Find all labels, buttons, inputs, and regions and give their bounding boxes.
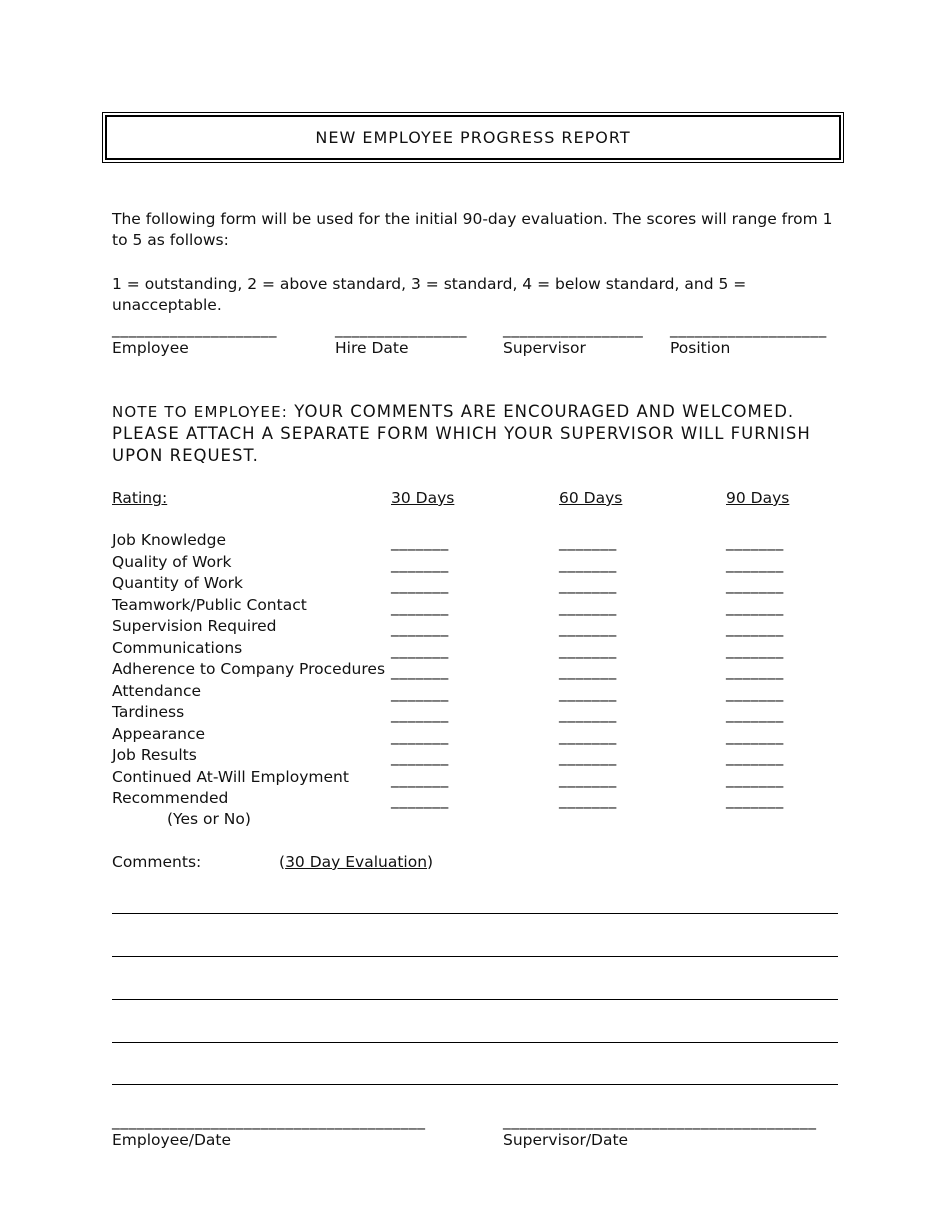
rating-item-label: Communications xyxy=(112,638,243,657)
paren-open: ( xyxy=(279,853,286,871)
supervisor-date-label: Supervisor/Date xyxy=(503,1131,629,1149)
rating-row xyxy=(112,574,832,595)
rating-row xyxy=(112,553,832,574)
supervisor-label: Supervisor xyxy=(503,339,586,357)
score-blank-90-days[interactable]: _______ xyxy=(726,748,784,766)
rating-item-label: Job Results xyxy=(112,746,197,764)
rating-item-label: Job Knowledge xyxy=(112,531,227,549)
col-30-days: 30 Days xyxy=(391,489,455,507)
rating-row xyxy=(112,789,832,810)
rating-item-label: Adherence to Company Procedures xyxy=(112,660,386,678)
rating-item-label: Tardiness xyxy=(112,703,185,721)
employee-date-label: Employee/Date xyxy=(112,1131,232,1149)
score-blank-60-days[interactable]: _______ xyxy=(559,662,617,680)
score-blank-30-days[interactable]: _______ xyxy=(391,769,449,788)
score-blank-60-days[interactable]: _______ xyxy=(559,683,617,702)
col-60-days: 60 Days xyxy=(559,489,623,507)
comments-evaluation xyxy=(279,853,433,871)
score-blank-30-days[interactable]: _______ xyxy=(391,619,449,637)
comment-line[interactable] xyxy=(112,956,838,957)
score-blank-60-days[interactable]: _______ xyxy=(559,726,617,745)
score-blank-90-days[interactable]: _______ xyxy=(726,640,784,659)
position-label: Position xyxy=(670,339,731,357)
evaluation-title: 30 Day Evaluation xyxy=(285,853,428,871)
note-text: YOUR COMMENTS ARE ENCOURAGED AND WELCOMED. PLEASE ATTACH A SEPARATE FORM WHICH YOUR SUPERVISOR WILL FURNISH UPON REQUEST. xyxy=(112,402,811,465)
score-blank-90-days[interactable]: _______ xyxy=(726,726,784,745)
rating-row xyxy=(112,768,832,789)
comments-label: Comments: xyxy=(112,853,202,871)
score-blank-60-days[interactable]: _______ xyxy=(559,576,617,594)
rating-item-label: Recommended xyxy=(112,789,229,807)
score-blank-60-days[interactable]: _______ xyxy=(559,769,617,788)
score-blank-60-days[interactable]: _______ xyxy=(559,748,617,766)
col-90-days: 90 Days xyxy=(726,489,790,507)
score-blank-60-days[interactable]: _______ xyxy=(559,619,617,637)
employee-signature-line[interactable]: ______________________________________ xyxy=(112,1112,426,1130)
hire-date-label: Hire Date xyxy=(335,339,409,357)
score-blank-30-days[interactable]: _______ xyxy=(391,640,449,659)
score-blank-60-days[interactable]: _______ xyxy=(559,705,617,723)
rating-row xyxy=(112,682,832,703)
yes-no-hint: (Yes or No) xyxy=(167,810,251,828)
score-blank-30-days[interactable]: _______ xyxy=(391,683,449,702)
score-blank-60-days[interactable]: _______ xyxy=(559,791,617,809)
supervisor-signature-line[interactable]: ______________________________________ xyxy=(503,1112,817,1130)
rating-item-label: Attendance xyxy=(112,681,202,700)
rating-item-label: Teamwork/Public Contact xyxy=(112,595,307,614)
page-title: NEW EMPLOYEE PROGRESS REPORT xyxy=(315,128,631,147)
score-blank-30-days[interactable]: _______ xyxy=(391,597,449,616)
rating-row xyxy=(112,660,832,681)
score-blank-30-days[interactable]: _______ xyxy=(391,662,449,680)
score-blank-30-days[interactable]: _______ xyxy=(391,576,449,594)
note-to-employee xyxy=(112,401,842,467)
employee-label: Employee xyxy=(112,339,189,357)
rating-row xyxy=(112,639,832,660)
rating-item-label: Quality of Work xyxy=(112,552,232,571)
score-blank-60-days[interactable]: _______ xyxy=(559,554,617,573)
scale-text: 1 = outstanding, 2 = above standard, 3 = standard, 4 = below standard, and 5 = unacceptable. xyxy=(112,275,747,314)
score-blank-30-days[interactable]: _______ xyxy=(391,791,449,809)
comment-line[interactable] xyxy=(112,1084,838,1085)
rating-item-label: Quantity of Work xyxy=(112,574,244,592)
score-blank-30-days[interactable]: _______ xyxy=(391,748,449,766)
paren-close: ) xyxy=(427,853,434,871)
rating-row xyxy=(112,746,832,767)
supervisor-line[interactable]: _________________ xyxy=(503,320,644,338)
score-blank-60-days[interactable]: _______ xyxy=(559,597,617,616)
employee-line[interactable]: ____________________ xyxy=(112,320,277,338)
score-blank-30-days[interactable]: _______ xyxy=(391,726,449,745)
rating-row xyxy=(112,617,832,638)
score-blank-90-days[interactable]: _______ xyxy=(726,662,784,680)
score-blank-30-days[interactable]: _______ xyxy=(391,705,449,723)
rating-header: Rating: xyxy=(112,489,168,507)
score-blank-90-days[interactable]: _______ xyxy=(726,769,784,788)
score-blank-30-days[interactable]: _______ xyxy=(391,554,449,573)
score-blank-90-days[interactable]: _______ xyxy=(726,705,784,723)
comment-line[interactable] xyxy=(112,913,838,914)
rating-item-label: Continued At-Will Employment xyxy=(112,767,349,786)
comment-line[interactable] xyxy=(112,999,838,1000)
score-blank-60-days[interactable]: _______ xyxy=(559,533,617,551)
hire-date-line[interactable]: ________________ xyxy=(335,320,467,338)
score-blank-90-days[interactable]: _______ xyxy=(726,554,784,573)
rating-row xyxy=(112,703,832,724)
rating-row xyxy=(112,725,832,746)
score-blank-90-days[interactable]: _______ xyxy=(726,683,784,702)
comment-line[interactable] xyxy=(112,1042,838,1043)
note-lead: NOTE TO EMPLOYEE: xyxy=(112,403,289,421)
rating-row xyxy=(112,531,832,552)
title-box xyxy=(102,112,844,163)
score-blank-90-days[interactable]: _______ xyxy=(726,791,784,809)
score-blank-30-days[interactable]: _______ xyxy=(391,533,449,551)
score-blank-90-days[interactable]: _______ xyxy=(726,619,784,637)
rating-row xyxy=(112,596,832,617)
score-blank-90-days[interactable]: _______ xyxy=(726,576,784,594)
intro-text: The following form will be used for the initial 90-day evaluation. The scores will range from 1 to 5 as follows: xyxy=(112,210,833,249)
score-blank-90-days[interactable]: _______ xyxy=(726,533,784,551)
position-line[interactable]: ___________________ xyxy=(670,320,827,338)
score-blank-60-days[interactable]: _______ xyxy=(559,640,617,659)
rating-item-label: Supervision Required xyxy=(112,617,277,635)
score-blank-90-days[interactable]: _______ xyxy=(726,597,784,616)
rating-item-label: Appearance xyxy=(112,724,206,743)
